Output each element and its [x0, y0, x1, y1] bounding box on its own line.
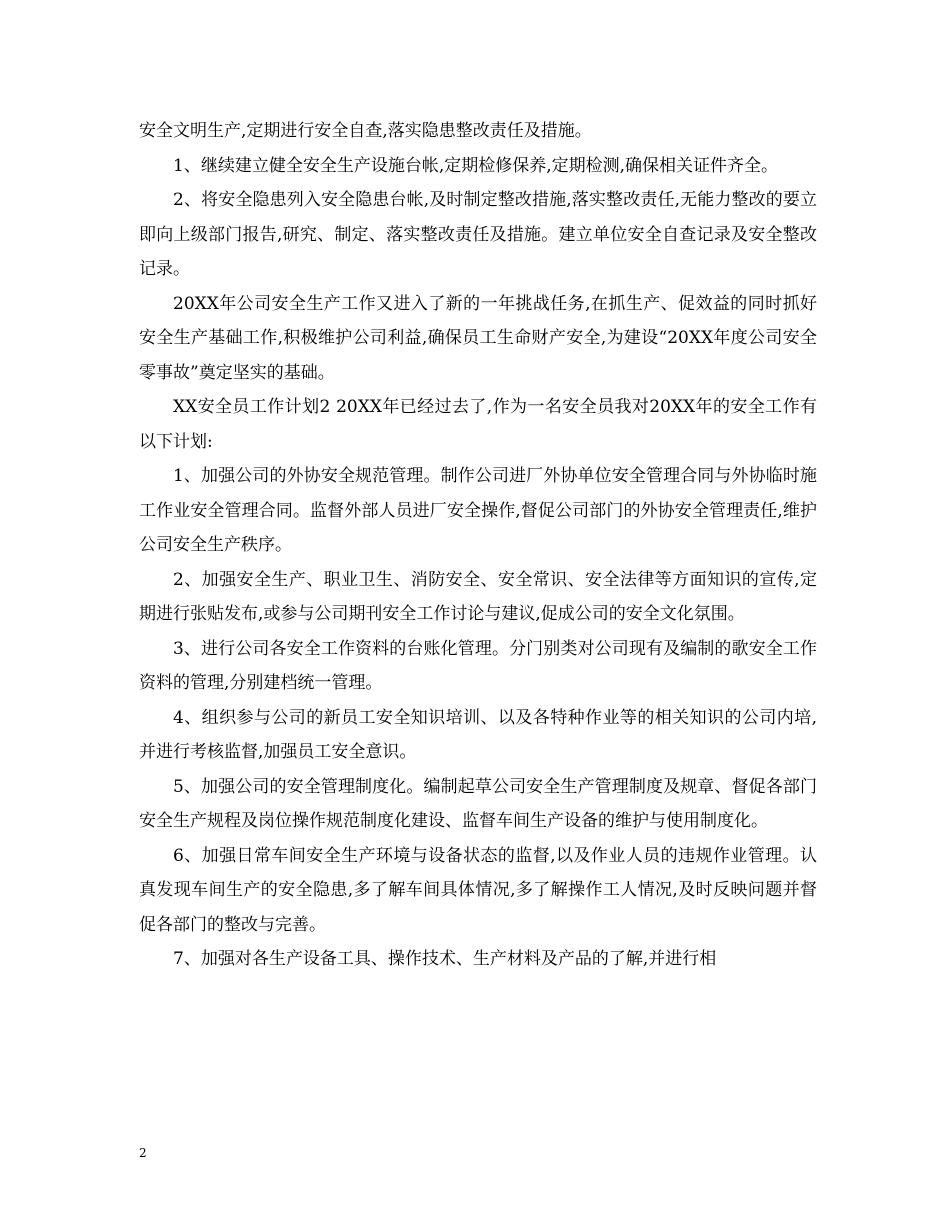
- paragraph-9: 4、组织参与公司的新员工安全知识培训、以及各特种作业等的相关知识的公司内培,并进行考核监督,加强员工安全意识。: [139, 707, 817, 762]
- paragraph-2: 1、继续建立健全安全生产设施台帐,定期检修保养,定期检测,确保相关证件齐全。: [173, 155, 779, 176]
- paragraph-5: XX安全员工作计划2 20XX年已经过去了,作为一名安全员我对20XX年的安全工作有以下计划:: [139, 397, 817, 452]
- paragraph-10: 5、加强公司的安全管理制度化。编制起草公司安全生产管理制度及规章、督促各部门安全生产规程及岗位操作规范制度化建设、监督车间生产设备的维护与使用制度化。: [139, 776, 817, 831]
- paragraph-3: 2、将安全隐患列入安全隐患台帐,及时制定整改措施,落实整改责任,无能力整改的要立即向上级部门报告,研究、制定、落实整改责任及措施。建立单位安全自查记录及安全整改记录。: [139, 190, 817, 279]
- body-text: [139, 114, 817, 977]
- paragraph-8: 3、进行公司各安全工作资料的台账化管理。分门别类对公司现有及编制的歌安全工作资料的管理,分别建档统一管理。: [139, 638, 817, 693]
- paragraph-7: 2、加强安全生产、职业卫生、消防安全、安全常识、安全法律等方面知识的宣传,定期进行张贴发布,或参与公司期刊安全工作讨论与建议,促成公司的安全文化氛围。: [139, 569, 817, 624]
- paragraph-6: 1、加强公司的外协安全规范管理。制作公司进厂外协单位安全管理合同与外协临时施工作业安全管理合同。监督外部人员进厂安全操作,督促公司部门的外协安全管理责任,维护公司安全生产秩序。: [139, 466, 817, 555]
- paragraph-4: 20XX年公司安全生产工作又进入了新的一年挑战任务,在抓生产、促效益的同时抓好安全生产基础工作,积极维护公司利益,确保员工生命财产安全,为建设“20XX年度公司安全零事故”奠定坚实的基础。: [139, 293, 817, 383]
- paragraph-1: 安全文明生产,定期进行安全自查,落实隐患整改责任及措施。: [139, 121, 592, 141]
- paragraph-11: 6、加强日常车间安全生产环境与设备状态的监督,以及作业人员的违规作业管理。认真发现车间生产的安全隐患,多了解车间具体情况,多了解操作工人情况,及时反映问题并督促各部门的整改与完善。: [139, 845, 817, 935]
- paragraph-12: 7、加强对各生产设备工具、操作技术、生产材料及产品的了解,并进行相: [173, 949, 717, 969]
- page-number: 2: [139, 1146, 147, 1160]
